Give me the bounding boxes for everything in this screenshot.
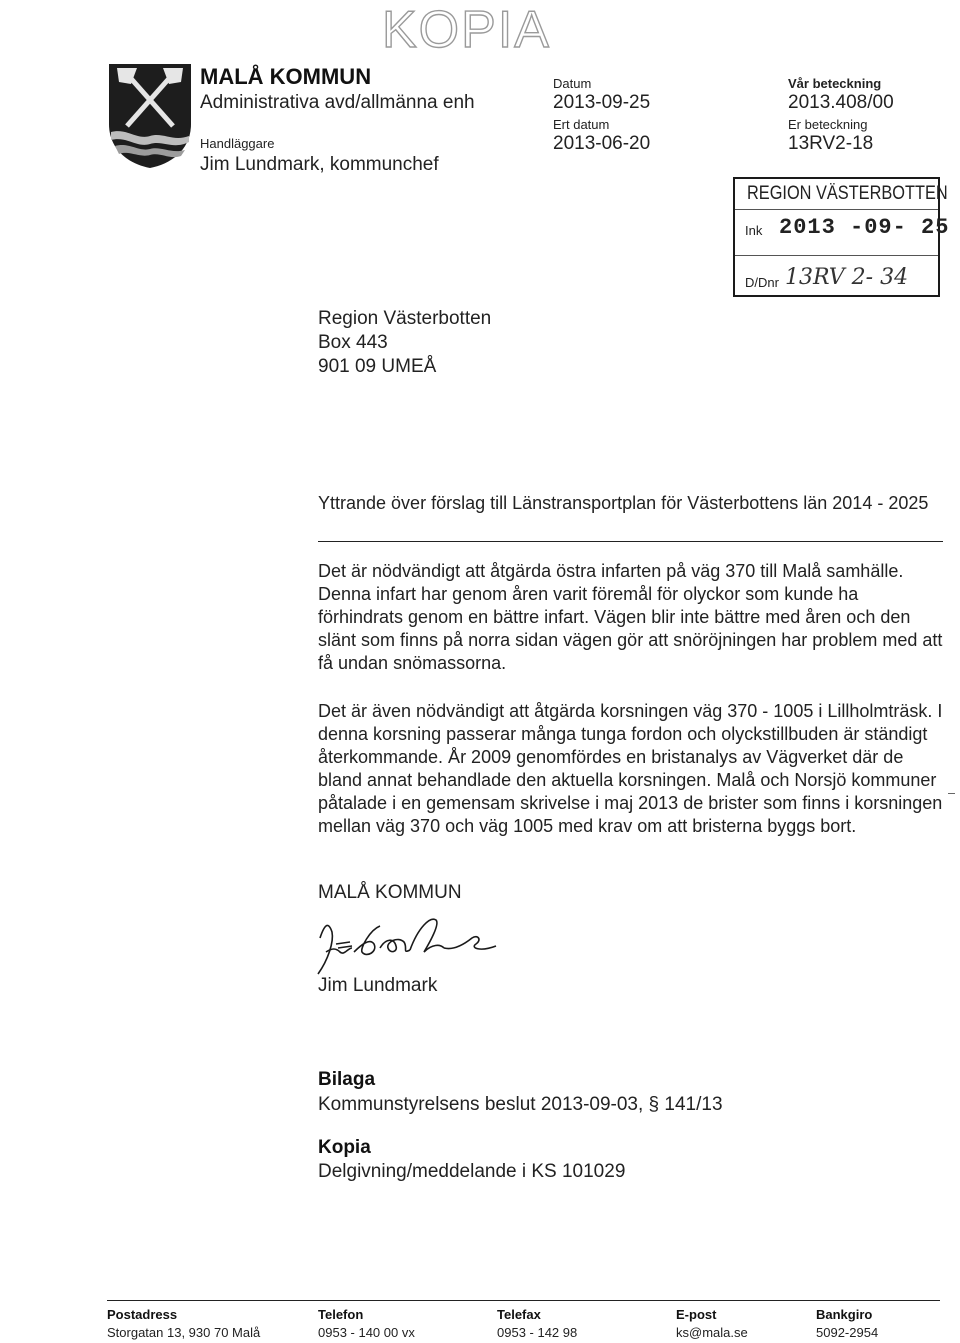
- footer-bankgiro-value: 5092-2954: [816, 1325, 879, 1340]
- coat-of-arms-logo: [107, 62, 193, 170]
- footer-email-value: ks@mala.se: [676, 1325, 748, 1340]
- registry-stamp-title: REGION VÄSTERBOTTEN: [747, 183, 948, 204]
- registry-ink-date: 2013 -09- 25: [779, 215, 950, 240]
- registry-stamp-divider: [735, 209, 938, 210]
- registry-dnr-label: D/Dnr: [745, 275, 779, 290]
- handler-label: Handläggare: [200, 136, 275, 151]
- registry-ink-label: Ink: [745, 223, 763, 238]
- body-paragraph: Det är även nödvändigt att åtgärda korsningen väg 370 - 1005 i Lillholmträsk. I denna korsning passerar många tunga fordon och olyckstillbuden är ständigt återkommande. År 2009 genomfördes en bristanalys av Vägverket där de bland annat behandlade den aktuella korsningen. Malå och Norsjö kommuner påtalade i en gemensam skrivelse i maj 2013 de brister som finns i korsningen mellan väg 370 och väg 1005 med krav om att bristerna byggs bort.: [318, 701, 943, 836]
- attachment-text: Kommunstyrelsens beslut 2013-09-03, § 141/13: [318, 1094, 723, 1115]
- handwritten-signature: [306, 908, 506, 978]
- our-reference-label: Vår beteckning: [788, 76, 882, 91]
- your-reference-value: 13RV2-18: [788, 133, 874, 154]
- recipient-name: Region Västerbotten: [318, 308, 492, 329]
- footer-fax-value: 0953 - 142 98: [497, 1325, 578, 1340]
- footer-postal-value: Storgatan 13, 930 70 Malå: [107, 1325, 261, 1340]
- footer-phone-label: Telefon: [318, 1307, 364, 1322]
- recipient-box: Box 443: [318, 332, 388, 353]
- your-reference-label: Er beteckning: [788, 117, 868, 132]
- registry-dnr-handwritten: 13RV 2- 34: [785, 265, 909, 290]
- recipient-postcode-city: 901 09 UMEÅ: [318, 356, 437, 377]
- signature-organization: MALÅ KOMMUN: [318, 882, 462, 903]
- attachment-heading: Bilaga: [318, 1069, 376, 1090]
- margin-mark: [948, 793, 955, 794]
- copy-text: Delgivning/meddelande i KS 101029: [318, 1161, 626, 1182]
- footer-divider: [107, 1300, 940, 1301]
- signatory-name: Jim Lundmark: [318, 975, 438, 996]
- footer-email-label: E-post: [676, 1307, 717, 1322]
- organization-name: MALÅ KOMMUN: [200, 64, 372, 89]
- subject-underline: [318, 541, 943, 542]
- footer-postal-label: Postadress: [107, 1307, 178, 1322]
- copy-stamp: KOPIA: [382, 1, 551, 59]
- date-value: 2013-09-25: [553, 92, 651, 113]
- date-label: Datum: [553, 76, 592, 91]
- registry-stamp-divider: [735, 255, 938, 256]
- body-paragraph: Det är nödvändigt att åtgärda östra infarten på väg 370 till Malå samhälle. Denna infart har genom åren varit föremål för olyckor som kunde ha förhindrats genom en bättre infart. Vägen blir inte bättre med åren och den slänt som finns på norra sidan vägen gör att snöröjningen har problem med att få undan snömassorna.: [318, 561, 943, 673]
- footer-phone-value: 0953 - 140 00 vx: [318, 1325, 415, 1340]
- ert-date-label: Ert datum: [553, 117, 610, 132]
- our-reference-value: 2013.408/00: [788, 92, 894, 113]
- letter-subject: Yttrande över förslag till Länstransportplan för Västerbottens län 2014 - 2025: [318, 493, 929, 513]
- handler-name: Jim Lundmark, kommunchef: [200, 154, 439, 175]
- copy-heading: Kopia: [318, 1137, 371, 1158]
- department: Administrativa avd/allmänna enh: [200, 92, 475, 113]
- registry-stamp: [733, 177, 950, 297]
- ert-date-value: 2013-06-20: [553, 133, 651, 154]
- footer-fax-label: Telefax: [497, 1307, 541, 1322]
- footer-bankgiro-label: Bankgiro: [816, 1307, 873, 1322]
